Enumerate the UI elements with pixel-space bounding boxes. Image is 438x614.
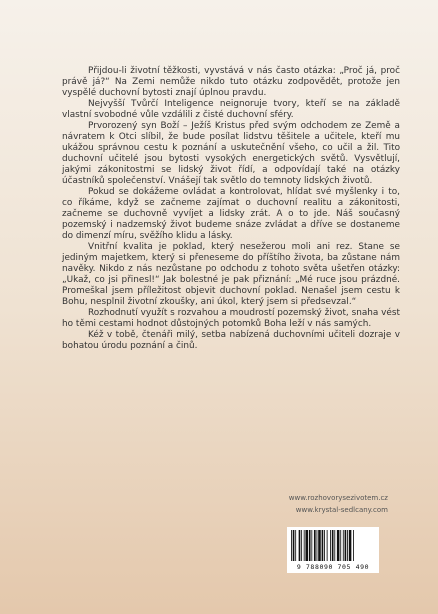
- paragraph-7: Kéž v tobě, čtenáři milý, setba nabízená duchovními učiteli dozraje v bohatou úrodu poznání a činů.: [62, 330, 400, 351]
- paragraph-1: Přijdou-li životní těžkosti, vyvstává v nás často otázka: „Proč já, proč právě já?“ Na Zemi nemůže nikdo tuto otázku zodpovědět, protože jen vyspělé duchovní bytosti znají úplnou pravdu.: [62, 66, 400, 98]
- isbn-barcode: [287, 527, 379, 573]
- paragraph-4: Pokud se dokážeme ovládat a kontrolovat, hlídat své myšlenky i to, co říkáme, když se začneme zajímat o duchovní realitu a zákonitosti, začneme se duchovně vyvíjet a lidsky zrát. A o to jde. Náš současný pozemský i nadzemský život budeme snáze zvládat a dříve se dostaneme do dimenzí míru, svěžího klidu a lásky.: [62, 187, 400, 241]
- website-url-1[interactable]: www.rozhovorysezivotem.cz: [288, 494, 388, 502]
- paragraph-6: Rozhodnutí využít s rozvahou a moudrostí pozemský život, snaha vést ho těmi cestami hodnot důstojných potomků Boha leží v nás samých.: [62, 308, 400, 329]
- isbn-digits: 9 788090 705 490: [296, 563, 370, 571]
- website-url-2[interactable]: www.krystal-sedlcany.com: [295, 506, 388, 514]
- back-cover-text: [62, 66, 400, 352]
- paragraph-2: Nejvyšší Tvůrčí Inteligence neignoruje tvory, kteří se na základě vlastní svobodné vůle vzdálili z čisté duchovní sféry.: [62, 99, 400, 120]
- barcode-icon: [287, 527, 379, 563]
- paragraph-3: Prvorozený syn Boží – Ježíš Kristus před svým odchodem ze Země a návratem k Otci slíbil, že bude posílat lidstvu těšitele a učitele, kteří mu ukážou správnou cestu k poznání a uskutečnění všeho, co učil a žil. Tito duchovní učitelé jsou bytosti vysokých energetických světů. Vysvětlují, jakými zákonitostmi se lidský život řídí, a odpovídají také na otázky účastníků společenství. Vnášejí tak světlo do temnoty lidských životů.: [62, 121, 400, 186]
- paragraph-5: Vnitřní kvalita je poklad, který nesežerou moli ani rez. Stane se jediným majetkem, který si přeneseme do příštího života, ba zůstane nám navěky. Nikdo z nás nezůstane po odchodu z tohoto světa ušetřen otázky: „Ukaž, co jsi přinesl!“ Jak bolestné je pak přiznání: „Mé ruce jsou prázdné. Promeškal jsem příležitost objevit duchovní poklad. Nenašel jsem cestu k Bohu, nesplnil životní zkoušky, ani úkol, který jsem si předsevzal.“: [62, 242, 400, 307]
- website-links: [289, 492, 388, 516]
